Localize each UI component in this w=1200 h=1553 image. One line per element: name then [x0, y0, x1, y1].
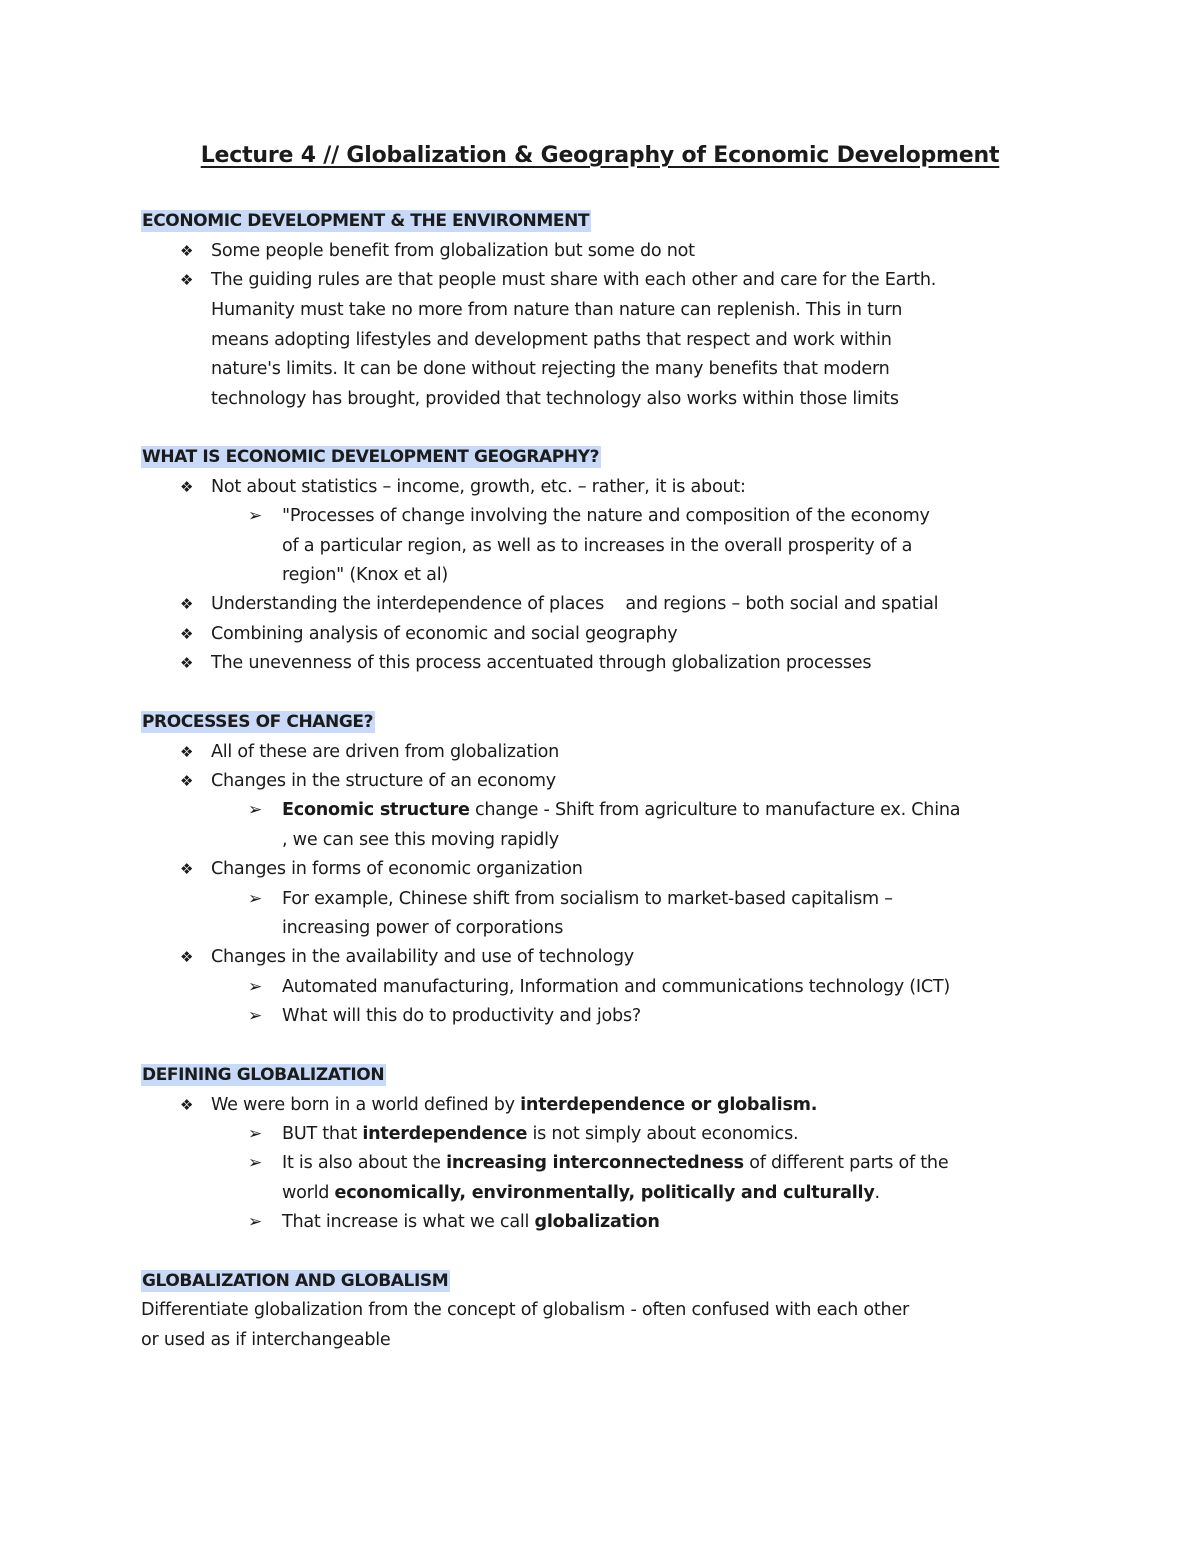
- diamond-bullet-icon: ❖: [180, 478, 194, 496]
- diamond-bullet-icon: ❖: [180, 1096, 194, 1114]
- diamond-bullet-icon: ❖: [180, 948, 194, 966]
- sub-bullet-text-continuation: region" (Knox et al): [282, 565, 448, 585]
- bullet-text: Changes in forms of economic organization: [211, 859, 583, 879]
- bold-term: economically, environmentally, politically and culturally: [334, 1183, 875, 1203]
- arrow-bullet-icon: ➢: [248, 889, 263, 909]
- sub-bullet-text-continuation: of a particular region, as well as to increases in the overall prosperity of a: [282, 536, 913, 556]
- diamond-bullet-icon: ❖: [180, 271, 194, 289]
- bullet-text-continuation: Humanity must take no more from nature than nature can replenish. This in turn: [211, 300, 903, 320]
- arrow-bullet-icon: ➢: [248, 800, 263, 820]
- diamond-bullet-icon: ❖: [180, 772, 194, 790]
- arrow-bullet-icon: ➢: [248, 506, 263, 526]
- bullet-text-continuation: means adopting lifestyles and development paths that respect and work within: [211, 330, 892, 350]
- bullet-text: The guiding rules are that people must share with each other and care for the Earth.: [211, 270, 937, 290]
- sub-bullet-text-continuation: increasing power of corporations: [282, 918, 564, 938]
- sub-bullet-text: Automated manufacturing, Information and communications technology (ICT): [282, 977, 950, 997]
- sub-bullet-text: For example, Chinese shift from socialism to market-based capitalism –: [282, 889, 893, 909]
- bold-term: increasing interconnectedness: [446, 1153, 744, 1173]
- bold-term: globalization: [534, 1212, 660, 1232]
- bullet-text: All of these are driven from globalization: [211, 742, 560, 762]
- bullet-text: Not about statistics – income, growth, etc. – rather, it is about:: [211, 477, 746, 497]
- section-heading-defining-globalization: DEFINING GLOBALIZATION: [142, 1065, 385, 1085]
- sub-bullet-text: BUT that interdependence is not simply about economics.: [282, 1124, 799, 1144]
- bullet-text: Understanding the interdependence of places and regions – both social and spatial: [211, 594, 939, 614]
- section-heading-processes-of-change: PROCESSES OF CHANGE?: [142, 712, 374, 732]
- diamond-bullet-icon: ❖: [180, 242, 194, 260]
- diamond-bullet-icon: ❖: [180, 654, 194, 672]
- arrow-bullet-icon: ➢: [248, 1153, 263, 1173]
- bold-term: interdependence: [362, 1124, 528, 1144]
- sub-bullet-text: "Processes of change involving the nature and composition of the economy: [282, 506, 930, 526]
- diamond-bullet-icon: ❖: [180, 743, 194, 761]
- diamond-bullet-icon: ❖: [180, 860, 194, 878]
- diamond-bullet-icon: ❖: [180, 595, 194, 613]
- bullet-text: Changes in the availability and use of technology: [211, 947, 634, 967]
- arrow-bullet-icon: ➢: [248, 1006, 263, 1026]
- page-title: Lecture 4 // Globalization & Geography of Economic Development: [200, 143, 1000, 168]
- sub-bullet-text: That increase is what we call globalization: [282, 1212, 660, 1232]
- bullet-text: Changes in the structure of an economy: [211, 771, 556, 791]
- sub-bullet-text-continuation: , we can see this moving rapidly: [282, 830, 559, 850]
- bold-term: Economic structure: [282, 800, 470, 820]
- bullet-text-continuation: nature's limits. It can be done without rejecting the many benefits that modern: [211, 359, 890, 379]
- section-heading-what-is-economic-development-geography: WHAT IS ECONOMIC DEVELOPMENT GEOGRAPHY?: [142, 447, 600, 467]
- section-heading-globalization-and-globalism: GLOBALIZATION AND GLOBALISM: [142, 1271, 449, 1291]
- arrow-bullet-icon: ➢: [248, 1124, 263, 1144]
- section-heading-economic-development-environment: ECONOMIC DEVELOPMENT & THE ENVIRONMENT: [142, 211, 590, 231]
- paragraph-text-continuation: or used as if interchangeable: [141, 1330, 391, 1350]
- bullet-text: We were born in a world defined by interdependence or globalism.: [211, 1095, 818, 1115]
- sub-bullet-text-continuation: world economically, environmentally, politically and culturally.: [282, 1183, 880, 1203]
- bold-term: interdependence or globalism.: [520, 1095, 818, 1115]
- sub-bullet-text: Economic structure change - Shift from agriculture to manufacture ex. China: [282, 800, 961, 820]
- bullet-text: Some people benefit from globalization but some do not: [211, 241, 695, 261]
- bullet-text: Combining analysis of economic and social geography: [211, 624, 678, 644]
- bullet-text-continuation: technology has brought, provided that technology also works within those limits: [211, 389, 899, 409]
- paragraph-text: Differentiate globalization from the concept of globalism - often confused with each other: [141, 1300, 909, 1320]
- sub-bullet-text: It is also about the increasing interconnectedness of different parts of the: [282, 1153, 949, 1173]
- arrow-bullet-icon: ➢: [248, 977, 263, 997]
- diamond-bullet-icon: ❖: [180, 625, 194, 643]
- arrow-bullet-icon: ➢: [248, 1212, 263, 1232]
- sub-bullet-text: What will this do to productivity and jobs?: [282, 1006, 641, 1026]
- bullet-text: The unevenness of this process accentuated through globalization processes: [211, 653, 872, 673]
